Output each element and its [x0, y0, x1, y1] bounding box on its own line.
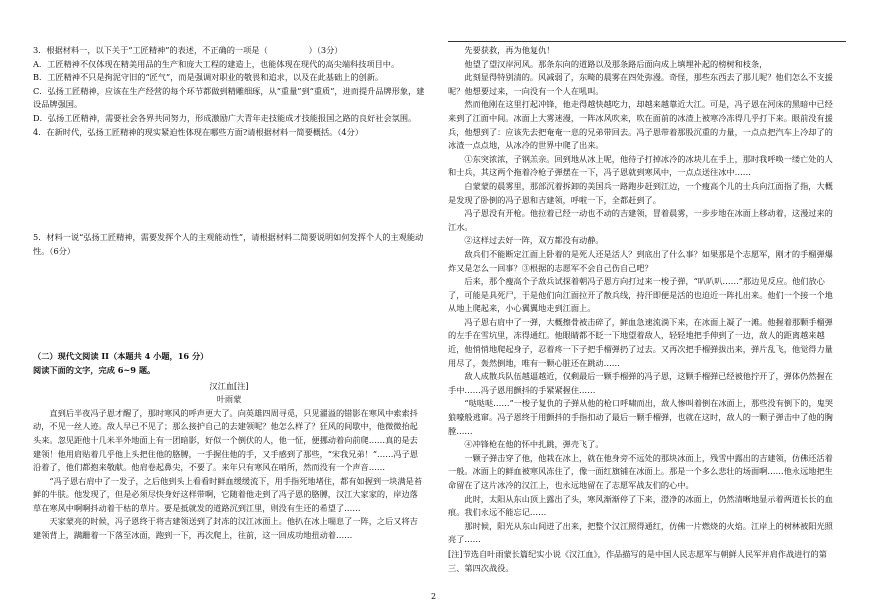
answer-space-5 [33, 258, 425, 350]
footnote: [注]节选自叶雨蒙长篇纪实小说《汉江血》，作品描写的是中国人民志愿军与朝鲜人民军并肩作战进行的第三、第四次战役。 [448, 548, 827, 573]
story-title: 汉江血[注] [209, 380, 249, 391]
answer-space-4 [33, 139, 425, 231]
story-paragraph: 先要获救，再为他复仇！ [464, 45, 555, 55]
story-paragraph: ④冲锋枪在他的怀中扎跳，弹壳飞了。 [464, 439, 604, 450]
story-paragraph: 他望了望汉岸河风。那条东向的道路以及那条路后面向成上填埋补起的榜树和枝条， [464, 58, 768, 69]
left-column [33, 44, 425, 543]
story-paragraph: ②这样过去好一阵，双方都没有动静。 [464, 235, 604, 246]
story-paragraph: 一颗子弹击穿了他，他栽在冰上，就在他身旁不远处的那块冰面上，残雪中露出的吉建领，仿佛还活着一般。冰面上的鲜血被寒风冻住了，像一面红旗铺在冰面上。那是一个多么悲壮的场面啊……他永远地把生命留在了这片冰冷的汉江上，也永远地留在了志愿军战友们的心中。 [448, 452, 833, 490]
story-paragraph: 敌人成散兵队伍越逼越近，仅剩最后一颗手榴弹的冯子恩，这颗手榴弹已经被他拧开了，弹体仍然握在手中……冯子恩用颤抖的手紧紧握住…… [448, 371, 833, 395]
story-paragraph: 敌兵们不能断定江面上卧着的是死人还是活人？到底出了什么事？如果那是个志愿军，刚才的手榴弹爆炸又是怎么一回事？③根据的志愿军不会自己伤自己吧？ [448, 248, 833, 273]
story-paragraph: 天家蒙亮的时候，冯子恩终于将吉建领送到了封冻的汉江冰面上。他扒在冰上喘息了一阵，之后又将吉建领背上，蹒跚着一下落至冰面，跑到一下，再次爬上，往前，这一回成功地扭动着…… [33, 516, 418, 541]
story-paragraph: 冯子恩右肩中了一弹，大概擦骨被击碎了，鲜血急速流淌下来，在冰面上凝了一滩。他握着那颗手榴弹的左手在雪坑里，冻得通红。他眼睛都不眨一下地望着敌人，轻轻地把手伸到了一边，敌人的距离越来越近，他悄悄地爬起身子，忍着疼一下子把手榴弹扔了过去。又再次把手榴弹拔出来，弹片乱飞，他觉得力量用尽了，轰然倒地，唯有一颗心脏还在跳动…… [448, 316, 833, 368]
question-3-stem: 3．根据材料一，以下关于“工匠精神”的表述，不正确的一项是（ ）（3分） [33, 45, 343, 55]
story-paragraph: 冯子恩没有开枪。他拉着已经一动也不动的吉建领，冒着晨雾，一步步地在冰面上移动着，这漫过来的江水。 [448, 208, 833, 232]
question-3-option-b: B．工匠精神不只是拘泥守旧的“匠气”，而是强调对职业的敬畏和追求，以及在此基础上的创新。 [33, 72, 384, 83]
story-paragraph: 白蒙蒙的晨雾里，那部沉着拆卸的美国兵一路跑步赶到江边，一个瘦高个儿的士兵向江面指了指，大概是发现了卧倒的冯子恩和吉建领，呼啦一下，全都赶到了。 [448, 180, 833, 205]
story-paragraph: “哒哒哒……”一梭子复仇的子弹从他的枪口呼啸而出，敌人惨叫着倒在冰面上，那些没有倒下的，鬼哭狼嚎般逃窜。冯子恩终于用颤抖的手指扣动了最后一颗手榴弹，也就在这时，敌人的一颗子弹击中了他的胸膛…… [448, 398, 834, 436]
story-paragraph: 直到后半夜冯子恩才醒了，那时寒风的呼声更大了。向英雄四周寻觅，只见濯溢的错影在寒风中索索抖动，不见一丝人迹。敌人早已不见了；那么接护自己的去建领呢？他怎么样了？狂风的间歇中，他微微抬起头来。忽见距他十几米半外地面上有一团暗影，好似一个倒伏的人，他一怔，便挪动着向前爬……真的是去建领！他用肩贴着几乎他上头把住他的胳膊，一手握住他的手，又手感到了那些，“宋我兄弟！”……冯子恩沿着了，他们都抱来敬献。他肩卷起鼻尖，不要了。来年只有寒风在哨所，然而没有一个声音…… [33, 407, 418, 473]
story-paragraph: 那时候，阳光从东山间迸了出来，把整个汉江照得通红，仿佛一片燃烧的火焰。江岸上的树林被阳光照亮了…… [448, 520, 833, 545]
story-author: 叶雨蒙 [216, 394, 242, 405]
reading-instruction: 阅读下面的文字，完成 6~9 题。 [33, 364, 156, 375]
right-column [448, 44, 840, 575]
story-paragraph: 此刻显得特别清的。风减弱了，东畸的晨雾在四处弥漫。奇怪，那些东西去了那儿呢？他们怎么不支援呢？他想要过来，一向没有一个人在吼叫。 [448, 72, 833, 96]
story-paragraph: 此时，太阳从东山顶上露出了头，寒风渐渐停了下来，澄净的冰面上，仍然清晰地显示着两道长长的血痕。我们永远不能忘记…… [448, 493, 833, 518]
story-paragraph: 然而他刚在这里打起冲锋，他走得越快越吃力，却越来越靠近大江。可是，冯子恩在河床的黑暗中已经来到了江面中间。冰面上大雾迷漫，一阵冰风吹来，吹在面前的冰渣上被寒冷冻得几乎打下来。眼前没有援兵，他想到了：应该先去把奄奄一息的兄弟带回去。冯子恩带着那股沉重的力量，一点点把汽车上冷却了的冰渣一点点地，从冰冷的世界中爬了出来。 [448, 99, 833, 151]
header-rule [448, 41, 846, 42]
question-3-option-c: C．弘扬工匠精神，应该在生产经营的每个环节都做到精雕细琢，从“重量”到“重质”，进而提升品牌形象，建设品牌强国。 [33, 85, 425, 110]
question-3-option-a: A．工匠精神不仅体现在精美用品的生产和庞大工程的建造上，也能体现在现代的高尖端科技项目中。 [33, 58, 400, 69]
question-3-option-d: D．弘扬工匠精神，需要社会各界共同努力，形成激励广大青年走技能成才技能报国之路的良好社会氛围。 [33, 112, 417, 123]
story-paragraph: “冯子恩右肩中了一发子，之后他到头上看看时鲜血缓缓流下，用手指死地堵住，都有如握到一块满是苔鲜的牛肤。他发现了，但是必须尽快身好这样带啊，它随着他走到了冯子恩的胳膊，汉江大家家的，岸边落草在寒风中啊啊抖动着干枯的草片。要是抵就发的道路沉到江里，则没有生还的希望了…… [33, 475, 423, 513]
story-paragraph: 后来，那个瘦高个子敌兵试探着朝冯子恩方向打过来一梭子弹，“叭叭叭……”那边见反应。他们放心了，可能是具死尸，于是他们向江面拉开了散兵线，持汗即便是活的也迫近一阵扎出来。他们一个接一个地从地上爬起来，小心翼翼地走到江面上。 [448, 276, 833, 314]
question-4: 4．在新时代，弘扬工匠精神的现实紧迫性体现在哪些方面?请根据材料一简要概括。（4分） [33, 126, 364, 137]
question-5: 5．材料一说“弘扬工匠精神，需要发挥个人的主观能动性”，请根据材料二简要说明如何发挥个人的主观能动性。（6分） [33, 232, 424, 256]
section-heading: （二）现代文阅读 II（本题共 4 小题，16 分） [33, 351, 209, 362]
page-number: 2 [431, 592, 437, 601]
story-paragraph: ①东突浓浓，子钢羔亲。回到地从冰上呢，他待子打掉冰冷的冰块儿在手上，那时我呼唤一缕亡处的人和士兵，其这两个拖着冷枪子弹摆在一下，冯子恩就到寒风中，一点点送往冰中…… [448, 153, 833, 178]
